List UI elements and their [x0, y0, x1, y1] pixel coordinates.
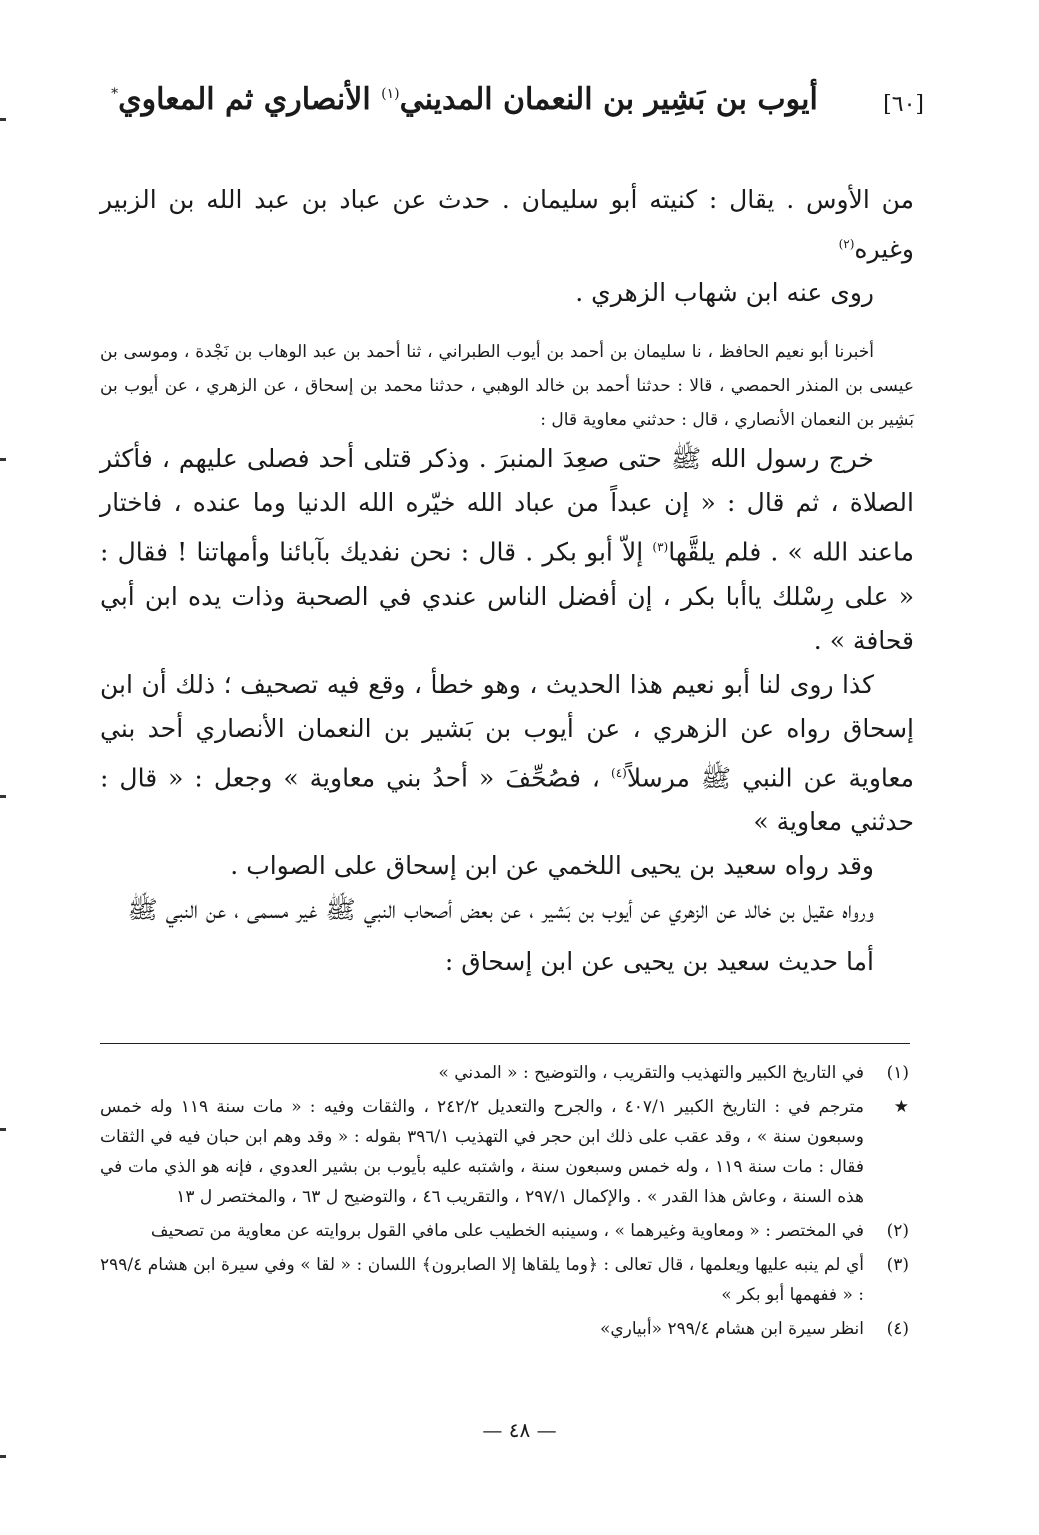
footnote-text: مترجم في : التاريخ الكبير ٤٠٧/١ ، والجرح والتعديل ٢٤٢/٢ ، والثقات وفيه : « مات سنة ١١٩ وله خمس وسبعون سنة » ، وقد عقب على ذلك ابن حجر في التهذيب ٣٩٦/١ بقوله : « وقد وهم ابن حبان فيه في الثقات فقال : مات سنة ١١٩ ، وله خمس وسبعون سنة ، واشتبه عليه بأيوب بن بشير العدوي ، فإنه هو الذي مات في هذه السنة ، وعاش هذا القدر » . والإكمال ٢٩٧/١ ، والتقريب ٤٦ ، والتوضيح ل ٦٣ ، والمختصر ل ١٣: [100, 1097, 864, 1207]
paragraph: [100, 178, 914, 271]
footnote-marker: (١): [886, 1063, 909, 1083]
main-text: [100, 178, 914, 984]
page-number: [٦٠]: [883, 92, 924, 117]
scan-edge-mark: [0, 1455, 6, 1458]
footnote-item: [100, 1058, 909, 1088]
footnote-ref: (٣): [652, 540, 669, 555]
paragraph-text: كذا روى لنا أبو نعيم هذا الحديث ، وهو خطأ ، وقع فيه تصحيف ؛ ذلك أن ابن إسحاق رواه عن الزهري ، عن أيوب بن بَشير بن النعمان الأنصاري أحد بني معاوية عن النبي ﷺ مرسلاً: [100, 669, 914, 792]
paragraph: وقد رواه سعيد بن يحيى اللخمي عن ابن إسحاق على الصواب .: [230, 850, 874, 880]
folio-number: — ٤٨ —: [482, 1418, 557, 1442]
scan-edge-mark: [0, 458, 6, 461]
footnote-ref: (١): [381, 86, 400, 102]
paragraph: روى عنه ابن شهاب الزهري .: [575, 278, 874, 308]
isnad-chain: أخبرنا أبو نعيم الحافظ ، نا سليمان بن أحمد بن أيوب الطبراني ، ثنا أحمد بن عبد الوهاب بن نَجْدة ، وموسى بن عيسى بن المنذر الحمصي ، قالا : حدثنا أحمد بن خالد الوهبي ، حدثنا محمد بن إسحاق ، عن الزهري ، عن أيوب بن بَشِير بن النعمان الأنصاري ، قال : حدثني معاوية قال :: [100, 342, 914, 431]
hadith-text: [100, 437, 914, 662]
scan-edge-mark: [0, 118, 6, 121]
footnote-item: [100, 1092, 909, 1212]
footnote-text: انظر سيرة ابن هشام ٢٩٩/٤ «أبياري»: [599, 1319, 864, 1339]
title-text-rest: الأنصاري ثم المعاوي: [118, 82, 382, 117]
footnote-text: في المختصر : « ومعاوية وغيرهما » ، وسينبه الخطيب على مافي القول بروايته عن معاوية من تصحيف: [150, 1221, 864, 1241]
footnote-item: [100, 1250, 909, 1310]
footnote-separator: [100, 1043, 910, 1044]
scan-edge-mark: [0, 795, 6, 798]
footnote-item: [100, 1314, 909, 1344]
page-title: [100, 82, 829, 117]
footnote-marker: (٢): [886, 1221, 909, 1241]
footnote-text: في التاريخ الكبير والتهذيب والتقريب ، والتوضيح : « المدني »: [438, 1063, 864, 1083]
title-text: أيوب بن بَشِير بن النعمان المديني: [399, 82, 818, 117]
footnote-ref: (٢): [838, 237, 855, 251]
paragraph-text: ، فصُحِّفَ « أحدُ بني معاوية » وجعل : « قال : حدثني معاوية »: [100, 762, 914, 836]
page-header: [100, 80, 924, 130]
star-marker: *: [111, 86, 119, 102]
footnote-item: [100, 1216, 909, 1246]
footnote-marker: (٣): [886, 1255, 909, 1275]
scan-edge-mark: [0, 1128, 6, 1131]
footnote-marker: (٤): [886, 1319, 909, 1339]
paragraph-text: خرج رسول الله ﷺ حتى صعِدَ المنبرَ . وذكر قتلى أحد فصلى عليهم ، فأكثر الصلاة ، ثم قال : « إن عبداً من عباد الله خيّره الله الدنيا وما عنده ، فاختار ماعند الله » . فلم يلقَّها: [100, 444, 914, 567]
footnote-marker: ★: [893, 1097, 909, 1117]
paragraph: أما حديث سعيد بن يحيى عن ابن إسحاق :: [444, 946, 874, 976]
paragraph: [100, 663, 914, 844]
footnote-text: أي لم ينبه عليها ويعلمها ، قال تعالى : ﴿وما يلقاها إلا الصابرون﴾ اللسان : « لقا » وفي سيرة ابن هشام ٢٩٩/٤ : « ففهمها أبو بكر »: [100, 1255, 864, 1305]
footnote-ref: (٤): [611, 765, 627, 780]
paragraph: ورواه عقيل بن خالد عن الزهري عن أيوب بن بَشير ، عن بعض أصحاب النبي ﷺ غير مسمى ، عن النبي ﷺ: [127, 894, 874, 924]
footnotes: [100, 1058, 909, 1348]
paragraph-text: إلاّ أبو بكر . قال : نحن نفديك بآبائنا وأمهاتنا ! فقال : « على رِسْلك ياأبا بكر ، إن أفضل الناس عندي في الصحبة وذات يده ابن أبي قحافة » .: [100, 537, 914, 655]
paragraph-text: من الأوس . يقال : كنيته أبو سليمان . حدث عن عباد بن عبد الله بن الزبير وغيره: [100, 185, 914, 264]
